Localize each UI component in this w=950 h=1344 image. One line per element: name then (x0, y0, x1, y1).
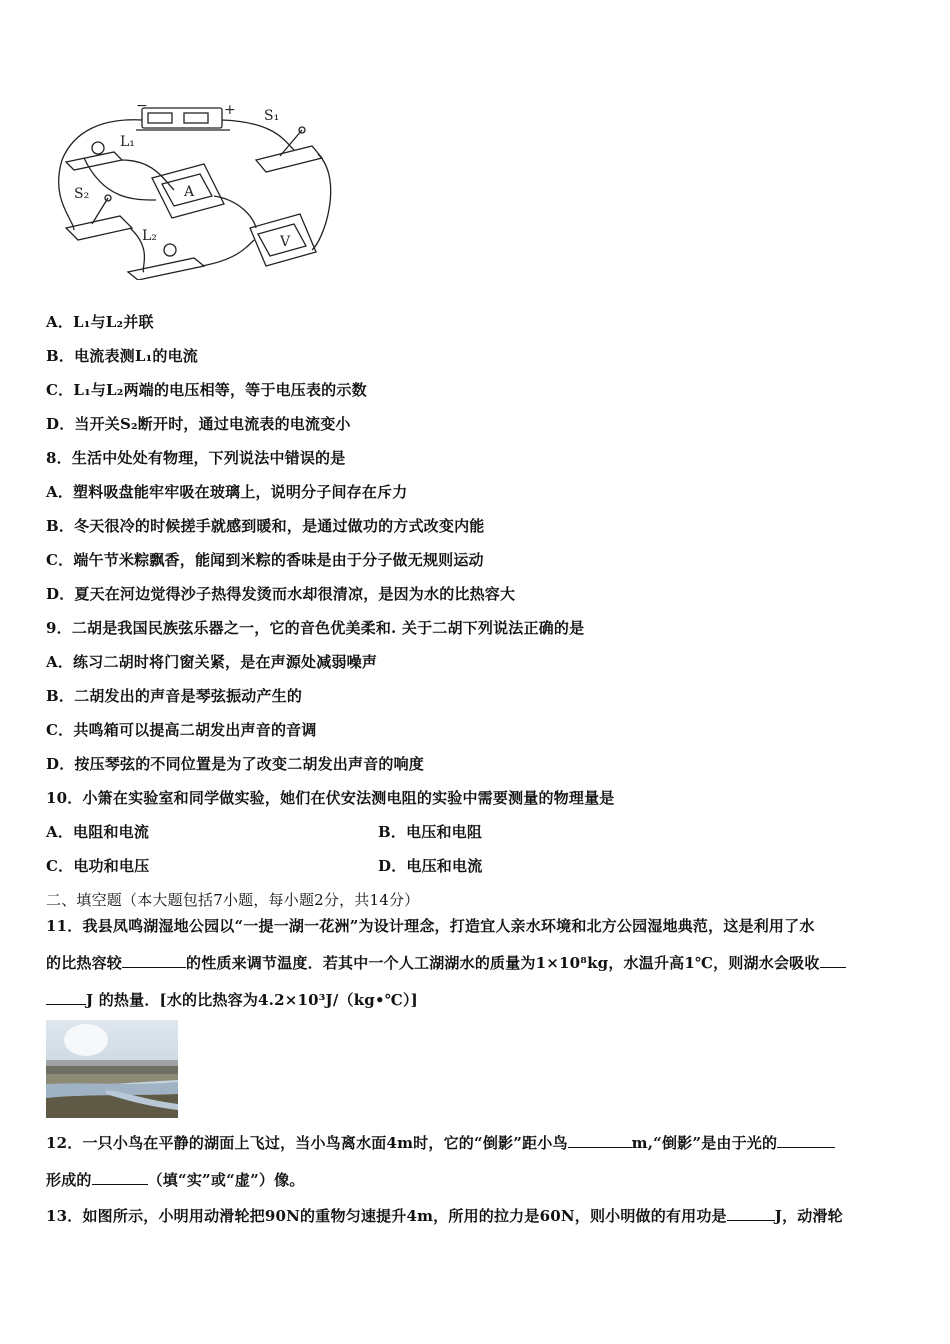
circuit-diagram (44, 100, 334, 280)
q10-option-d: D．电压和电流 (378, 857, 483, 875)
l2-label: L₂ (142, 228, 157, 244)
q10-row-1 (46, 822, 149, 842)
q13-blank-1[interactable] (727, 1206, 775, 1221)
q8-option-c: C．端午节米粽飘香，能闻到米粽的香味是由于分子做无规则运动 (46, 551, 484, 569)
q11-blank-1[interactable] (122, 953, 186, 968)
q9-stem: 9．二胡是我国民族弦乐器之一，它的音色优美柔和. 关于二胡下列说法正确的是 (46, 619, 585, 637)
s2-label: S₂ (74, 186, 90, 202)
q12-blank-1[interactable] (568, 1133, 632, 1148)
q12-line-2 (46, 1170, 305, 1190)
q8-option-b: B．冬天很冷的时候搓手就感到暖和，是通过做功的方式改变内能 (46, 517, 485, 535)
s1-label: S₁ (264, 108, 280, 124)
ammeter-label: A (184, 184, 195, 200)
q12-blank-2[interactable] (777, 1133, 835, 1148)
q10-stem: 10．小箫在实验室和同学做实验，她们在伏安法测电阻的实验中需要测量的物理量是 (46, 789, 615, 807)
q12-text-b: m,“倒影”是由于光的 (631, 1134, 778, 1152)
q11-text-c: J 的热量．[水的比热容为4.2×10³J/（kg•℃）] (86, 991, 418, 1009)
q12-line-1 (46, 1133, 835, 1153)
q7-option-c: C．L₁与L₂两端的电压相等，等于电压表的示数 (46, 381, 367, 399)
q9-option-b: B．二胡发出的声音是琴弦振动产生的 (46, 687, 303, 705)
q11-line-2 (46, 953, 846, 973)
q7-option-b: B．电流表测L₁的电流 (46, 347, 198, 365)
q11-blank-2b[interactable] (46, 990, 86, 1005)
battery-minus-label: − (136, 100, 148, 114)
q10-option-b: B．电压和电阻 (378, 823, 483, 841)
q10-option-c: C．电功和电压 (46, 857, 150, 875)
q11-blank-2a[interactable] (820, 953, 846, 968)
q11-text-a: 的比热容较 (46, 954, 123, 972)
q12-text-d: （填“实”或“虚”）像。 (147, 1171, 305, 1189)
q12-text-a: 12．一只小鸟在平静的湖面上飞过，当小鸟离水面4m时，它的“倒影”距小鸟 (46, 1134, 568, 1152)
q12-text-c: 形成的 (46, 1171, 92, 1189)
q11-text-b: 的性质来调节温度．若其中一个人工湖湖水的质量为1×10⁸kg，水温升高1℃，则湖水会吸收 (186, 954, 820, 972)
q13-text-b: J，动滑轮 (774, 1207, 843, 1225)
q8-option-d: D．夏天在河边觉得沙子热得发烫而水却很清凉，是因为水的比热容大 (46, 585, 516, 603)
q11-line-1: 11．我县凤鸣湖湿地公园以“一提一湖一花洲”为设计理念，打造宜人亲水环境和北方公园湿地典范，这是利用了水 (46, 917, 815, 935)
q7-option-a: A．L₁与L₂并联 (46, 313, 154, 331)
q10-option-a: A．电阻和电流 (46, 823, 150, 841)
l1-label: L₁ (120, 134, 135, 150)
q13-text-a: 13．如图所示，小明用动滑轮把90N的重物匀速提升4m，所用的拉力是60N，则小明做的有用功是 (46, 1207, 727, 1225)
q13-line-1 (46, 1206, 843, 1226)
q12-blank-3[interactable] (92, 1170, 148, 1185)
q8-stem: 8．生活中处处有物理，下列说法中错误的是 (46, 449, 346, 467)
q9-option-c: C．共鸣箱可以提高二胡发出声音的音调 (46, 721, 317, 739)
q9-option-a: A．练习二胡时将门窗关紧，是在声源处减弱噪声 (46, 653, 378, 671)
q7-option-d: D．当开关S₂断开时，通过电流表的电流变小 (46, 415, 351, 433)
lake-photo (46, 1020, 178, 1118)
battery-plus-label: + (224, 102, 236, 118)
q8-option-a: A．塑料吸盘能牢牢吸在玻璃上，说明分子间存在斥力 (46, 483, 408, 501)
voltmeter-label: V (280, 234, 291, 250)
q11-line-3 (46, 990, 418, 1010)
section-2-title: 二、填空题（本大题包括7小题，每小题2分，共14分） (46, 891, 420, 909)
q9-option-d: D．按压琴弦的不同位置是为了改变二胡发出声音的响度 (46, 755, 425, 773)
